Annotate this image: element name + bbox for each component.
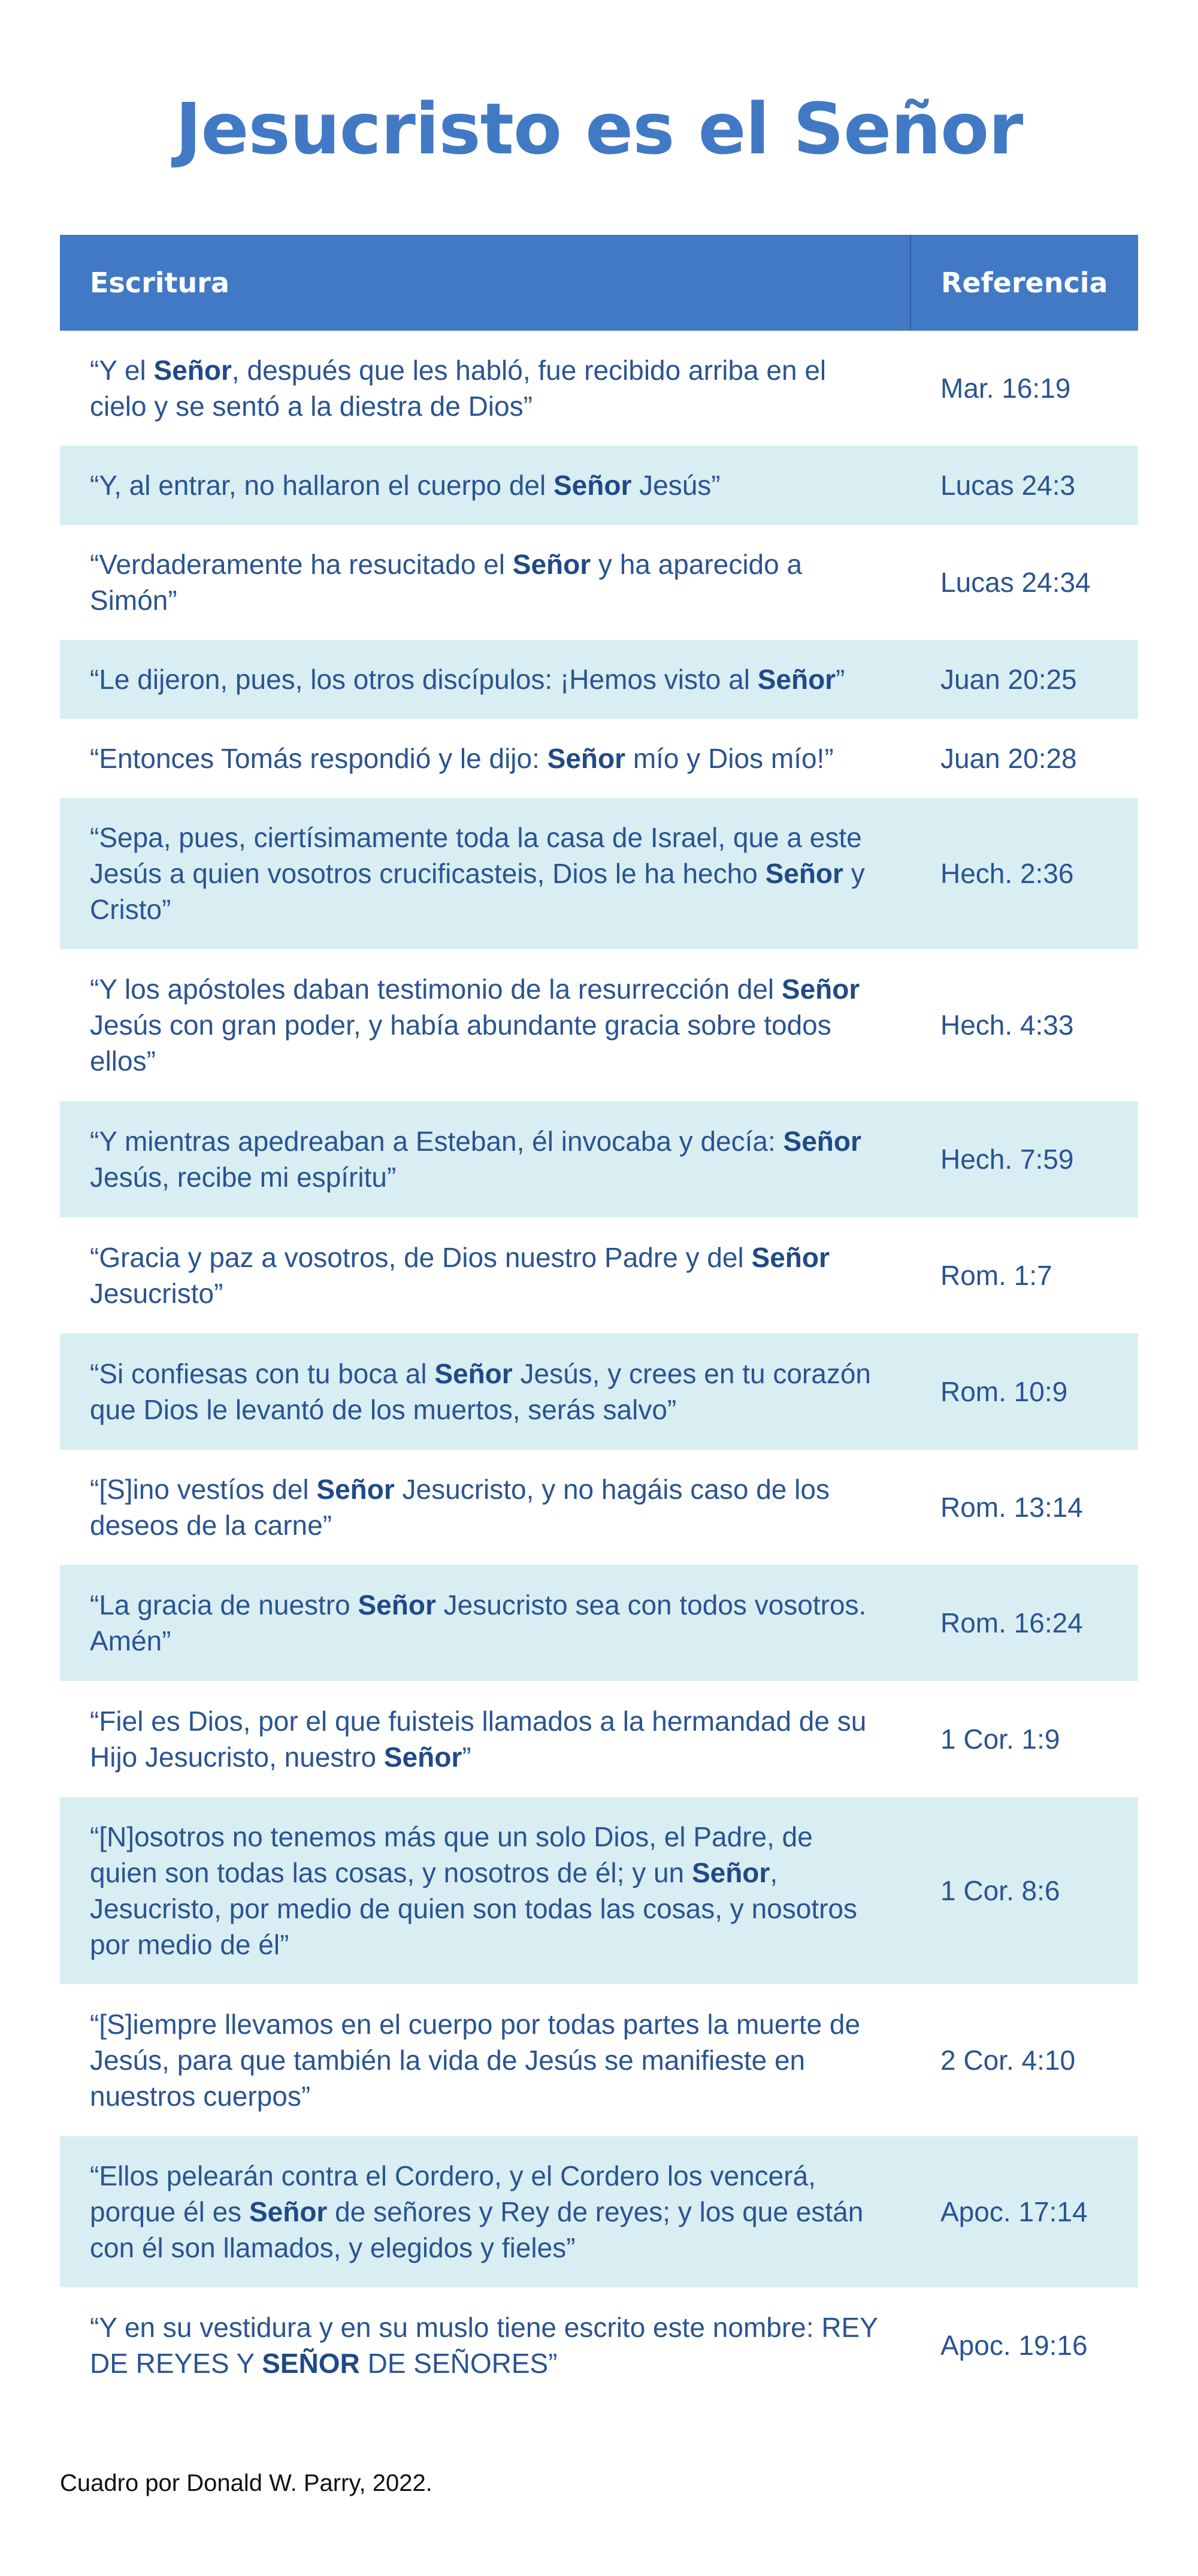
scripture-text: “Y los apóstoles daban testimonio de la resurrección del <box>90 973 782 1005</box>
table-row <box>60 525 1138 640</box>
scripture-text: “La gracia de nuestro <box>90 1589 358 1620</box>
scripture-cell <box>60 331 910 446</box>
scripture-text: “Gracia y paz a vosotros, de Dios nuestro Padre y del <box>90 1242 752 1273</box>
scripture-text: DE SEÑORES” <box>359 2348 558 2379</box>
scripture-text: Jesús” <box>631 470 721 501</box>
scripture-cell <box>60 1565 910 1681</box>
scripture-cell <box>60 1101 910 1217</box>
table-row <box>60 2136 1138 2287</box>
column-header-reference: Referencia <box>910 235 1138 331</box>
scripture-text: “Le dijeron, pues, los otros discípulos: ¡Hemos visto al <box>90 664 758 695</box>
scripture-cell <box>60 719 910 798</box>
reference-cell: Hech. 2:36 <box>910 798 1138 949</box>
reference-cell: Mar. 16:19 <box>910 331 1138 446</box>
scripture-text: Jesús, recibe mi espíritu” <box>90 1162 397 1193</box>
scripture-text: “Y, al entrar, no hallaron el cuerpo del <box>90 470 553 501</box>
page-title: Jesucristo es el Señor <box>175 87 1023 170</box>
scripture-text: “[N]osotros no tenemos más que un solo Dios, el Padre, de quien son todas las cosas, y nosotros de él; y un <box>90 1821 813 1888</box>
scripture-text: “Y mientras apedreaban a Esteban, él invocaba y decía: <box>90 1126 783 1157</box>
reference-cell: 2 Cor. 4:10 <box>910 1984 1138 2136</box>
scripture-cell <box>60 446 910 525</box>
table-row <box>60 1217 1138 1334</box>
table-row <box>60 719 1138 798</box>
table-row <box>60 1984 1138 2136</box>
emphasized-word: SEÑOR <box>262 2348 360 2379</box>
scripture-text: ” <box>462 1741 471 1773</box>
scripture-cell <box>60 640 910 719</box>
table-row <box>60 1797 1138 1984</box>
scripture-cell <box>60 525 910 640</box>
reference-cell: Hech. 7:59 <box>910 1101 1138 1217</box>
table-row <box>60 1450 1138 1565</box>
scripture-cell <box>60 1681 910 1797</box>
reference-cell: 1 Cor. 8:6 <box>910 1797 1138 1984</box>
scripture-text: Jesucristo” <box>90 1278 223 1309</box>
table-body <box>60 331 1138 2403</box>
scripture-text: de señores y Rey de reyes; y los que están con él son llamados, y elegidos y fieles” <box>90 2196 864 2263</box>
emphasized-word: Señor <box>783 1126 861 1157</box>
table-header <box>60 235 1138 331</box>
scripture-text: Jesús, y crees en tu corazón que Dios le levantó de los muertos, serás salvo” <box>90 1358 871 1425</box>
scripture-text: y Cristo” <box>90 858 865 925</box>
scripture-cell <box>60 1334 910 1450</box>
scripture-text: , después que les habló, fue recibido arriba en el cielo y se sentó a la diestra de Dios” <box>90 355 827 422</box>
footer-credit: Cuadro por Donald W. Parry, 2022. <box>60 2470 432 2496</box>
reference-cell: Rom. 10:9 <box>910 1334 1138 1450</box>
reference-cell: Juan 20:25 <box>910 640 1138 719</box>
reference-cell: Juan 20:28 <box>910 719 1138 798</box>
table-row <box>60 1565 1138 1681</box>
emphasized-word: Señor <box>358 1589 436 1620</box>
scripture-text: “Y el <box>90 355 154 386</box>
scripture-text: , Jesucristo, por medio de quien son todas las cosas, y nosotros por medio de él” <box>90 1857 858 1960</box>
emphasized-word: Señor <box>547 743 626 774</box>
reference-cell: Hech. 4:33 <box>910 949 1138 1101</box>
emphasized-word: Señor <box>757 664 836 695</box>
reference-cell: Lucas 24:3 <box>910 446 1138 525</box>
scripture-text: mío y Dios mío!” <box>625 743 834 774</box>
scripture-text: ” <box>836 664 845 695</box>
scripture-cell <box>60 1217 910 1334</box>
reference-cell: Apoc. 17:14 <box>910 2136 1138 2287</box>
table-row <box>60 446 1138 525</box>
scripture-text: “Fiel es Dios, por el que fuisteis llamados a la hermandad de su Hijo Jesucristo, nuestro <box>90 1706 867 1773</box>
emphasized-word: Señor <box>751 1242 830 1273</box>
scripture-text: “Ellos pelearán contra el Cordero, y el Cordero los vencerá, porque él es <box>90 2160 816 2227</box>
emphasized-word: Señor <box>765 858 843 889</box>
scripture-text: Jesús con gran poder, y había abundante gracia sobre todos ellos” <box>90 1009 831 1077</box>
emphasized-word: Señor <box>249 2196 328 2227</box>
reference-cell: Apoc. 19:16 <box>910 2287 1138 2403</box>
emphasized-word: Señor <box>781 973 860 1005</box>
scripture-cell <box>60 1984 910 2136</box>
reference-cell: 1 Cor. 1:9 <box>910 1681 1138 1797</box>
scripture-cell <box>60 798 910 949</box>
table-row <box>60 949 1138 1101</box>
table-row <box>60 1681 1138 1797</box>
table-row <box>60 640 1138 719</box>
emphasized-word: Señor <box>512 549 591 580</box>
scripture-cell <box>60 949 910 1101</box>
emphasized-word: Señor <box>153 355 232 386</box>
reference-cell: Rom. 16:24 <box>910 1565 1138 1681</box>
reference-cell: Rom. 1:7 <box>910 1217 1138 1334</box>
table-row <box>60 1334 1138 1450</box>
scripture-text: “Si confiesas con tu boca al <box>90 1358 435 1389</box>
scripture-text: “Y en su vestidura y en su muslo tiene escrito este nombre: REY DE REYES Y <box>90 2312 878 2379</box>
emphasized-word: Señor <box>383 1741 462 1773</box>
scripture-text: y ha aparecido a Simón” <box>90 549 803 616</box>
table-row <box>60 331 1138 446</box>
reference-cell: Lucas 24:34 <box>910 525 1138 640</box>
emphasized-word: Señor <box>691 1857 770 1888</box>
scripture-text: Jesucristo, y no hagáis caso de los deseos de la carne” <box>90 1474 830 1541</box>
scripture-text: Jesucristo sea con todos vosotros. Amén” <box>90 1589 867 1656</box>
scripture-text: “[S]iempre llevamos en el cuerpo por todas partes la muerte de Jesús, para que también la vida de Jesús se manifieste en nuestros cuerpos” <box>90 2009 861 2112</box>
column-header-scripture: Escritura <box>60 235 910 331</box>
scripture-cell <box>60 1797 910 1984</box>
scripture-cell <box>60 2136 910 2287</box>
scripture-table <box>60 235 1138 2403</box>
table-row <box>60 1101 1138 1217</box>
table-row <box>60 2287 1138 2403</box>
table-header-row <box>60 235 1138 331</box>
reference-cell: Rom. 13:14 <box>910 1450 1138 1565</box>
emphasized-word: Señor <box>434 1358 513 1389</box>
emphasized-word: Señor <box>316 1474 395 1505</box>
scripture-text: “Entonces Tomás respondió y le dijo: <box>90 743 547 774</box>
scripture-text: “[S]ino vestíos del <box>90 1474 317 1505</box>
emphasized-word: Señor <box>553 470 632 501</box>
scripture-text: “Sepa, pues, ciertísimamente toda la casa de Israel, que a este Jesús a quien vosotros crucificasteis, Dios le ha hecho <box>90 822 862 889</box>
table-row <box>60 798 1138 949</box>
scripture-cell <box>60 2287 910 2403</box>
scripture-cell <box>60 1450 910 1565</box>
scripture-text: “Verdaderamente ha resucitado el <box>90 549 513 580</box>
